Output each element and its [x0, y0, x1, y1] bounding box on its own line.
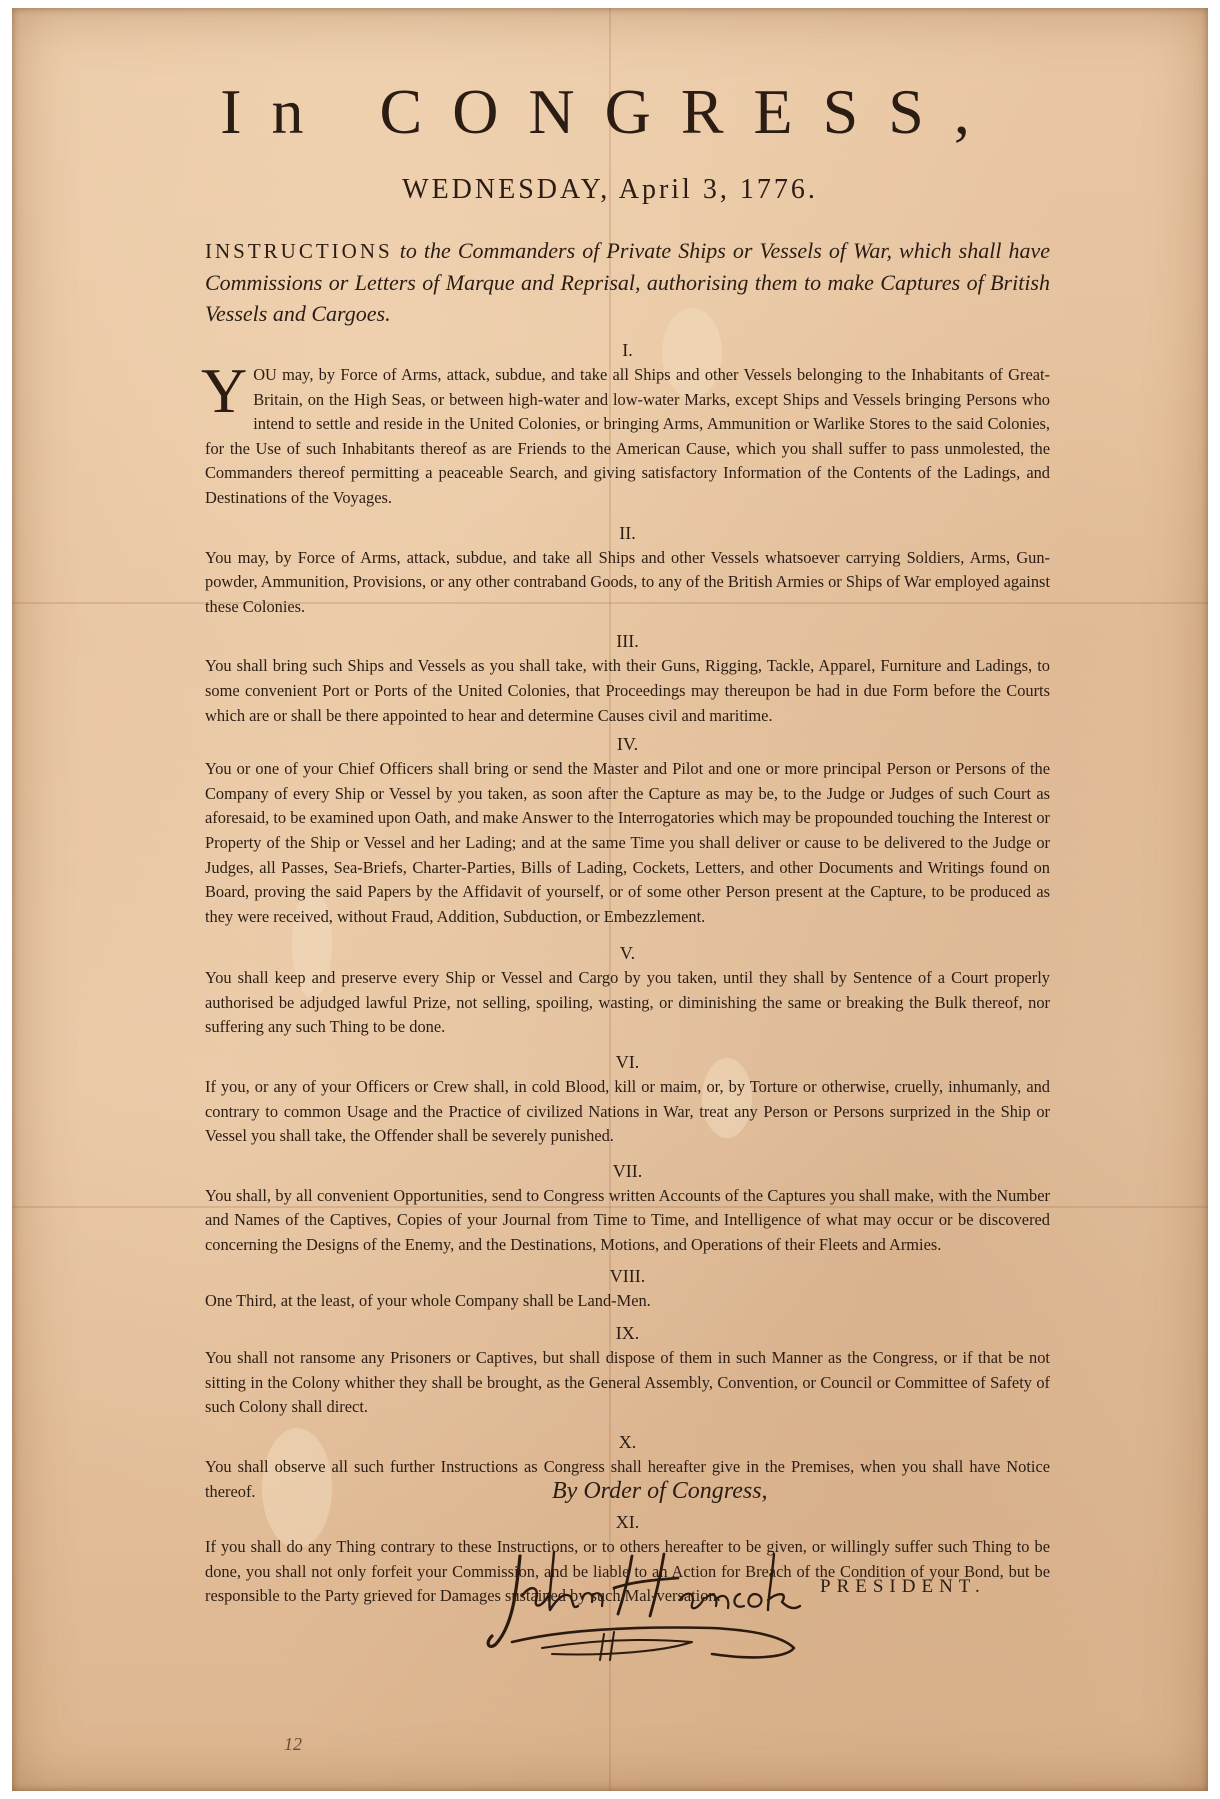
article-5 — [205, 941, 1050, 1040]
article-body: OU may, by Force of Arms, attack, subdue, and take all Ships and other Vessels belonging to the Inhabitants of Great-Britain, on the High Seas, or between high-water and low-water Marks, except Ships and Vessels bringing Persons who intend to settle and reside in the United Colonies, or bringing Arms, Ammunition or Warlike Stores to the said Colonies, for the Use of such Inhabitants thereof as are Friends to the American Cause, which you shall suffer to pass unmolested, the Commanders thereof permitting a peaceable Search, and giving satisfactory Information of the Contents of the Ladings, and Destinations of the Voyages. — [205, 365, 1050, 507]
article-3 — [205, 629, 1050, 728]
article-numeral: VI. — [615, 1052, 640, 1073]
article-text: If you shall do any Thing contrary to these Instructions, or to others hereafter to be given, or willingly suffer such Thing to be done, you shall not only forfeit your Commission, and be liable to an Action for Breach of the Condition of your Bond, but be responsible to the Party grieved for Damages sustained by such Mal-versation. — [205, 1537, 1050, 1606]
article-numeral: III. — [616, 631, 639, 652]
article-numeral: VIII. — [609, 1265, 646, 1286]
article-text: You shall observe all such further Instructions as Congress shall hereafter give in the Premises, when you shall have Notice thereof. — [205, 1457, 1050, 1501]
article-text: You shall not ransome any Prisoners or Captives, but shall dispose of them in such Manner as the Congress, or if that be not sitting in the Colony whither they shall be brought, as the General Assembly, Convention, or Council or Committee of Safety of such Colony shall direct. — [205, 1348, 1050, 1417]
article-numeral: XI. — [615, 1512, 640, 1533]
preamble-lead: INSTRUCTIONS — [205, 239, 393, 263]
article-text: You shall bring such Ships and Vessels as you shall take, with their Guns, Rigging, Tackle, Apparel, Furniture and Ladings, to some convenient Port or Ports of the United Colonies, that Proceedings may thereupon be had in due Form before the Courts which are or shall be there appointed to hear and determine Causes civil and maritime. — [205, 656, 1050, 725]
article-text: You or one of your Chief Officers shall bring or send the Master and Pilot and one or more principal Person or Persons of the Company of every Ship or Vessel by you taken, as soon after the Capture as may be, to the Judge or Judges of such Court as aforesaid, to be examined upon Oath, and make Answer to the Interrogatories which may be propounded touching the Interest or Property of the Ship or Vessel and her Lading; and at the same Time you shall deliver or cause to be delivered to the Judge or Judges, all Passes, Sea-Briefs, Charter-Parties, Bills of Lading, Cockets, Letters, and other Documents and Writings found on Board, proving the said Papers by the Affidavit of yourself, or of some other Person present at the Capture, to be produced as they were received, without Fraud, Addition, Subduction, or Embezzlement. — [205, 759, 1050, 926]
article-2 — [205, 521, 1050, 620]
preamble — [205, 235, 1050, 329]
article-text: You may, by Force of Arms, attack, subdue, and take all Ships and other Vessels whatsoever carrying Soldiers, Arms, Gun-powder, Ammunition, Provisions, or any other contraband Goods, to any of the British Armies or Ships of War employed against these Colonies. — [205, 547, 1050, 616]
margin-number: 12 — [284, 1734, 302, 1754]
article-numeral: IV. — [616, 734, 639, 755]
article-numeral: I. — [622, 340, 633, 360]
article-text: You shall, by all convenient Opportunities, send to Congress written Accounts of the Captures you shall make, with the Number and Names of the Captives, Copies of your Journal from Time to Time, and Intelligence of what may occur or be discovered concerning the Designs of the Enemy, and the Destinations, Motions, and Operations of their Fleets and Armies. — [205, 1185, 1050, 1255]
article-text — [201, 355, 1050, 511]
by-order-line: By Order of Congress, — [552, 1478, 768, 1504]
article-text: If you, or any of your Officers or Crew shall, in cold Blood, kill or maim, or, by Torture or otherwise, cruelly, inhumanly, and contrary to common Usage and the Practice of civilized Nations in War, treat any Person or Persons surprized in the Ship or Vessel you shall take, the Offender shall be severely punished. — [205, 1077, 1050, 1146]
document-sheet — [12, 8, 1208, 1791]
drop-cap: Y — [201, 355, 248, 426]
article-text: You shall keep and preserve every Ship or Vessel and Cargo by you taken, until they shall by Sentence of a Court properly authorised be adjudged lawful Prize, not selling, spoiling, wasting, or diminishing the same or breaking the Bulk thereof, nor suffering any such Thing to be done. — [205, 968, 1050, 1037]
article-1 — [201, 338, 1050, 511]
article-numeral: X. — [618, 1432, 637, 1452]
article-text: One Third, at the least, of your whole Company shall be Land-Men. — [205, 1290, 651, 1310]
article-9 — [205, 1321, 1050, 1420]
preamble-text: to the Commanders of Private Ships or Vessels of War, which shall have Commissions or Letters of Marque and Reprisal, authorising them to make Captures of British Vessels and Cargoes. — [205, 238, 1051, 326]
article-4 — [205, 732, 1050, 929]
document-title: In CONGRESS, — [220, 76, 1000, 147]
president-title: PRESIDENT. — [820, 1576, 986, 1597]
document-dateline: WEDNESDAY, April 3, 1776. — [402, 174, 818, 205]
hancock-signature — [482, 1526, 802, 1666]
article-numeral: V. — [619, 943, 636, 964]
articles-list — [201, 338, 1050, 1609]
article-numeral: II. — [619, 522, 636, 543]
article-numeral: VII. — [612, 1160, 643, 1181]
article-numeral: IX. — [615, 1323, 640, 1344]
article-7 — [205, 1159, 1050, 1258]
article-8 — [205, 1264, 1050, 1314]
article-6 — [205, 1050, 1050, 1149]
